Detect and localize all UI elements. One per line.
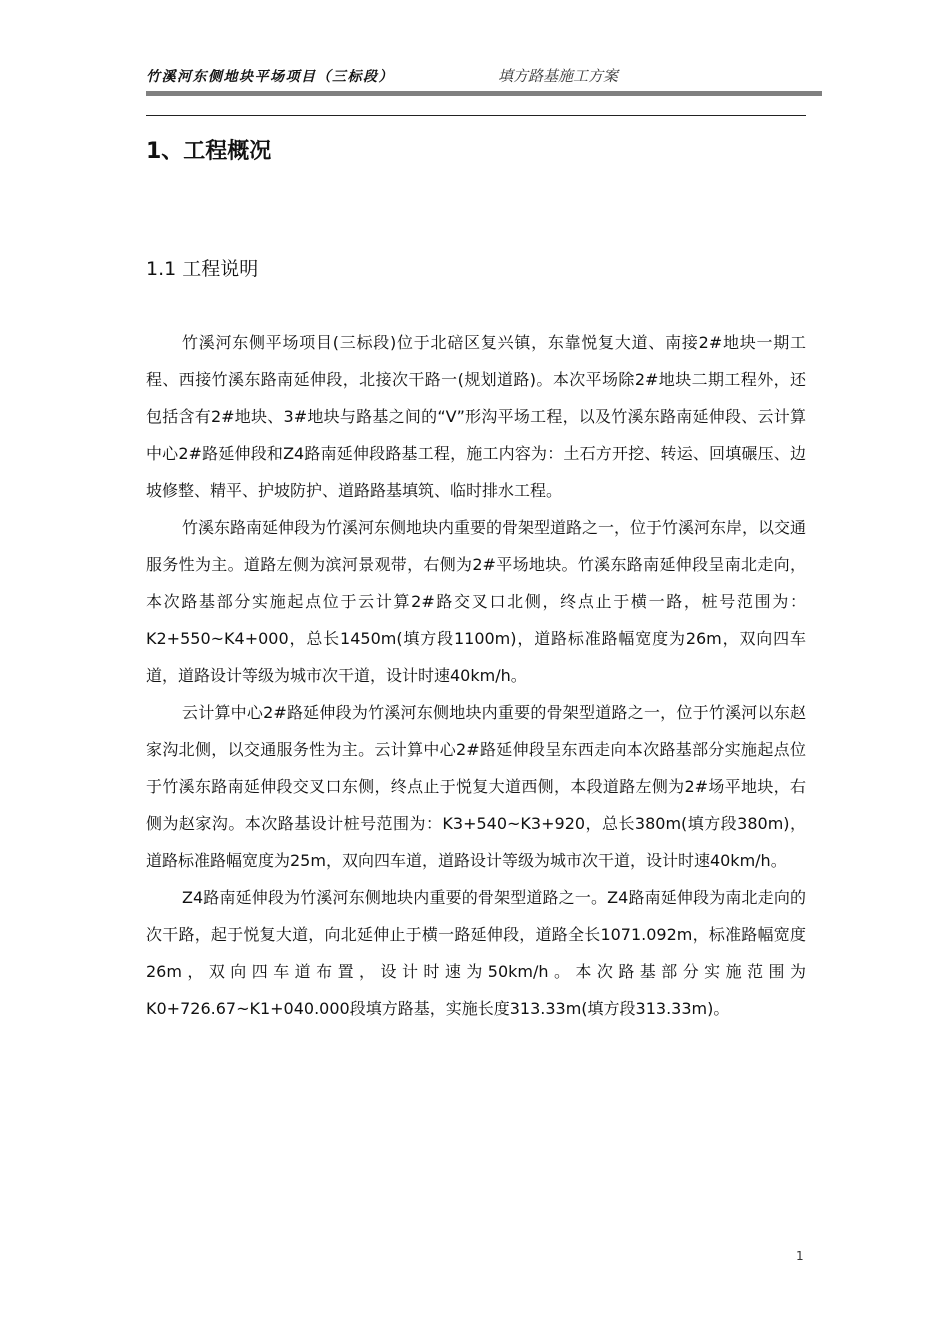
paragraph-zhuxi-east-road: 竹溪东路南延伸段为竹溪河东侧地块内重要的骨架型道路之一，位于竹溪河东岸，以交通服务性为主。道路左侧为滨河景观带，右侧为2#平场地块。竹溪东路南延伸段呈南北走向，本次路基部分实施起点位于云计算2#路交叉口北侧，终点止于横一路，桩号范围为：K2+550~K4+000，总长1450m(填方段1100m)，道路标准路幅宽度为26m，双向四车道，道路设计等级为城市次干道，设计时速40km/h。 bbox=[146, 518, 807, 685]
header-document-title: 填方路基施工方案 bbox=[498, 67, 619, 85]
paragraph-project-overview: 竹溪河东侧平场项目(三标段)位于北碚区复兴镇，东靠悦复大道、南接2#地块一期工程、西接竹溪东路南延伸段，北接次干路一(规划道路)。本次平场除2#地块二期工程外，还包括含有2#地块、3#地块与路基之间的“V”形沟平场工程，以及竹溪东路南延伸段、云计算中心2#路延伸段和Z4路南延伸段路基工程，施工内容为：土石方开挖、转运、回填碾压、边坡修整、精平、护坡防护、道路路基填筑、临时排水工程。 bbox=[146, 333, 806, 500]
page-number: 1 bbox=[796, 1249, 804, 1263]
header-rule-thin bbox=[146, 115, 806, 116]
paragraph-cloud-computing-road-2: 云计算中心2#路延伸段为竹溪河东侧地块内重要的骨架型道路之一，位于竹溪河以东赵家沟北侧，以交通服务性为主。云计算中心2#路延伸段呈东西走向本次路基部分实施起点位于竹溪东路南延伸段交叉口东侧，终点止于悦复大道西侧，本段道路左侧为2#场平地块，右侧为赵家沟。本次路基设计桩号范围为：K3+540~K3+920，总长380m(填方段380m)，道路标准路幅宽度为25m，双向四车道，道路设计等级为城市次干道，设计时速40km/h。 bbox=[146, 703, 806, 870]
page-header bbox=[146, 66, 806, 88]
paragraph-z4-road: Z4路南延伸段为竹溪河东侧地块内重要的骨架型道路之一。Z4路南延伸段为南北走向的次干路，起于悦复大道，向北延伸止于横一路延伸段，道路全长1071.092m，标准路幅宽度26m，双向四车道布置，设计时速为50km/h。本次路基部分实施范围为K0+726.67~K1+040.000段填方路基，实施长度313.33m(填方段313.33m)。 bbox=[146, 888, 806, 1018]
body-text bbox=[146, 324, 806, 1027]
section-heading: 1、工程概况 bbox=[146, 139, 272, 164]
subsection-heading: 1.1 工程说明 bbox=[146, 258, 259, 280]
header-project-title: 竹溪河东侧地块平场项目（三标段） bbox=[146, 69, 394, 85]
header-rule-thick bbox=[146, 91, 822, 96]
